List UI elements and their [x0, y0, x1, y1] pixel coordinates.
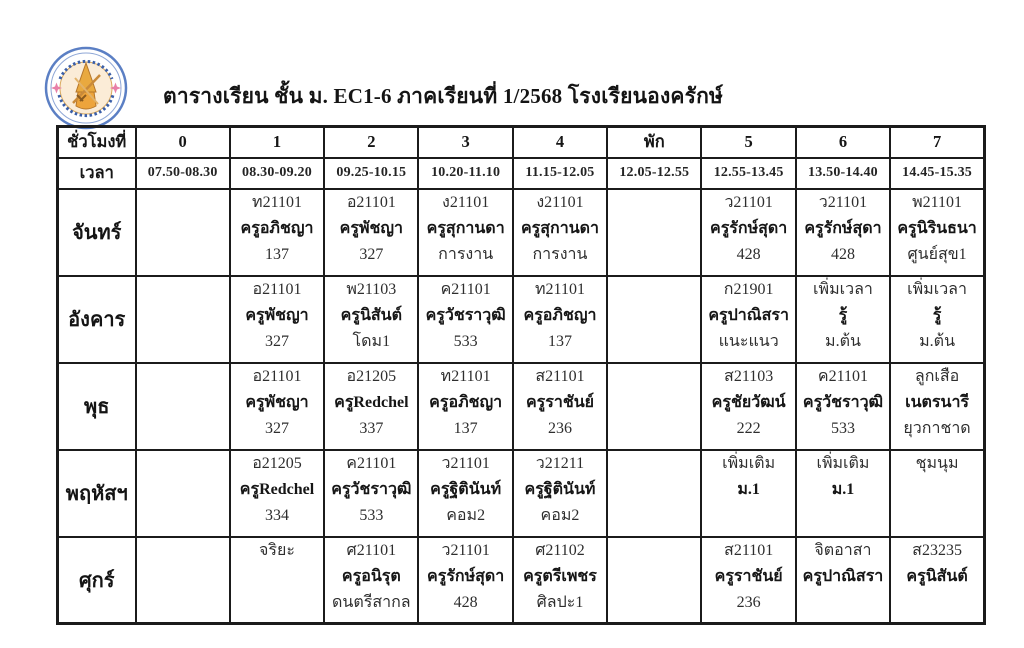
- room: 137: [547, 332, 572, 350]
- subject-code: อ21101: [346, 193, 396, 211]
- activity-line: ยุวกาชาด: [903, 419, 971, 437]
- day-label: อังคาร: [58, 276, 136, 363]
- subject-code: ท21101: [252, 193, 302, 211]
- teacher-name: ครูรักษ์สุดา: [804, 219, 882, 237]
- subject-code: ค21101: [346, 454, 397, 472]
- period-number: 4: [513, 127, 607, 158]
- teacher-name: ครูวัชราวุฒิ: [425, 306, 506, 324]
- room: 337: [359, 419, 384, 437]
- subject-code: พ21101: [912, 193, 963, 211]
- room: คอม2: [540, 506, 580, 524]
- time-row: [58, 158, 985, 189]
- break-cell: [607, 189, 701, 276]
- activity-line: รู้: [932, 306, 942, 324]
- room: การงาน: [532, 245, 588, 263]
- teacher-name: ครูพัชญา: [245, 393, 309, 411]
- room: 533: [359, 506, 384, 524]
- day-row-tuesday: [58, 276, 985, 363]
- schedule-cell: [513, 363, 607, 450]
- subject-code: พ21103: [346, 280, 397, 298]
- activity-line: เพิ่มเติม: [816, 454, 870, 472]
- schedule-cell: [324, 363, 418, 450]
- break-cell: [607, 363, 701, 450]
- schedule-cell: [701, 276, 795, 363]
- period-number: 0: [136, 127, 230, 158]
- teacher-name: ครูอนิรุต: [341, 567, 401, 585]
- schedule-cell: [513, 189, 607, 276]
- schedule-cell: [796, 363, 890, 450]
- room: 327: [359, 245, 384, 263]
- schedule-cell-empty: [136, 276, 230, 363]
- subject-code: ง21101: [442, 193, 490, 211]
- schedule-cell: [890, 276, 984, 363]
- subject-code: ว21101: [441, 454, 490, 472]
- teacher-name: ครูรักษ์สุดา: [427, 567, 505, 585]
- teacher-name: ครูRedchel: [239, 480, 315, 498]
- school-emblem-icon: [44, 46, 128, 130]
- time-range: 10.20-11.10: [418, 158, 512, 189]
- time-range: 13.50-14.40: [796, 158, 890, 189]
- time-range: 08.30-09.20: [230, 158, 324, 189]
- activity-line: จิตอาสา: [814, 541, 872, 559]
- teacher-name: ครูรักษ์สุดา: [710, 219, 788, 237]
- room: ศิลปะ1: [536, 593, 584, 611]
- day-row-monday: [58, 189, 985, 276]
- schedule-cell: [890, 363, 984, 450]
- teacher-name: ครูปาณิสรา: [802, 567, 884, 585]
- subject-code: ส21101: [724, 541, 774, 559]
- activity-line: เพิ่มเวลา: [907, 280, 967, 298]
- time-range: 11.15-12.05: [513, 158, 607, 189]
- activity-line: รู้: [838, 306, 848, 324]
- schedule-cell-empty: [136, 363, 230, 450]
- day-label: จันทร์: [58, 189, 136, 276]
- schedule-cell: [418, 537, 512, 624]
- activity-line: เนตรนารี: [905, 393, 970, 411]
- room: 137: [264, 245, 289, 263]
- schedule-cell: [513, 276, 607, 363]
- activity-line: ลูกเสือ: [914, 367, 960, 385]
- teacher-name: ครูสุกานดา: [426, 219, 505, 237]
- room: 236: [736, 593, 761, 611]
- activity-line: เพิ่มเติม: [722, 454, 776, 472]
- break-header: พัก: [607, 127, 701, 158]
- period-number: 6: [796, 127, 890, 158]
- teacher-name: ครูปาณิสรา: [708, 306, 789, 324]
- subject-code: ว21101: [818, 193, 868, 211]
- period-number: 7: [890, 127, 984, 158]
- schedule-cell: [513, 450, 607, 537]
- schedule-cell: [324, 276, 418, 363]
- period-header-label: ชั่วโมงที่: [58, 127, 136, 158]
- subject-code: ศ21101: [346, 541, 397, 559]
- subject-code: ค21101: [440, 280, 491, 298]
- room: โดม1: [352, 332, 391, 350]
- day-row-wednesday: [58, 363, 985, 450]
- timetable: [56, 125, 986, 625]
- teacher-name: ครูฐิตินันท์: [430, 480, 502, 498]
- schedule-cell-empty: [136, 189, 230, 276]
- teacher-name: ครูตรีเพชร: [523, 567, 597, 585]
- teacher-name: ครูวัชราวุฒิ: [331, 480, 412, 498]
- schedule-cell: [796, 189, 890, 276]
- schedule-cell: [701, 450, 795, 537]
- teacher-name: ครูนิสันต์: [906, 567, 968, 585]
- teacher-name: ครูราชันย์: [714, 567, 783, 585]
- room: คอม2: [446, 506, 486, 524]
- activity-line: ชุมนุม: [915, 454, 959, 472]
- teacher-name: ครูสุกานดา: [520, 219, 599, 237]
- schedule-cell: [796, 537, 890, 624]
- room: 533: [453, 332, 478, 350]
- room: 533: [830, 419, 855, 437]
- teacher-name: ครูRedchel: [334, 393, 409, 411]
- break-cell: [607, 276, 701, 363]
- schedule-cell: [324, 189, 418, 276]
- time-row-label: เวลา: [58, 158, 136, 189]
- schedule-cell: [890, 450, 984, 537]
- subject-code: อ21205: [252, 454, 302, 472]
- schedule-cell: [796, 450, 890, 537]
- subject-code: ว21211: [535, 454, 585, 472]
- teacher-name: ครูพัชญา: [245, 306, 309, 324]
- period-number: 1: [230, 127, 324, 158]
- day-label: พุธ: [58, 363, 136, 450]
- schedule-cell: [796, 276, 890, 363]
- schedule-cell: [513, 537, 607, 624]
- teacher-name: ครูนิรินธนา: [897, 219, 977, 237]
- period-number: 5: [701, 127, 795, 158]
- day-label: ศุกร์: [58, 537, 136, 624]
- schedule-cell: [324, 450, 418, 537]
- schedule-cell: [701, 363, 795, 450]
- teacher-name: ครูวัชราวุฒิ: [802, 393, 884, 411]
- subject-code: ค21101: [817, 367, 869, 385]
- teacher-name: ครูอภิชญา: [240, 219, 314, 237]
- schedule-cell: [230, 363, 324, 450]
- break-cell: [607, 537, 701, 624]
- activity-line: จริยะ: [259, 541, 295, 559]
- period-number: 3: [418, 127, 512, 158]
- room: 334: [264, 506, 289, 524]
- schedule-cell: [418, 363, 512, 450]
- schedule-cell: [418, 450, 512, 537]
- schedule-cell: [230, 537, 324, 624]
- schedule-cell: [701, 189, 795, 276]
- room: 327: [264, 332, 289, 350]
- period-header-row: [58, 127, 985, 158]
- schedule-cell: [324, 537, 418, 624]
- subject-code: ท21101: [440, 367, 491, 385]
- room: 428: [736, 245, 761, 263]
- subject-code: อ21101: [252, 280, 302, 298]
- subject-code: ท21101: [535, 280, 585, 298]
- teacher-name: ครูฐิตินันท์: [524, 480, 596, 498]
- subject-code: ว21101: [724, 193, 773, 211]
- room: ศูนย์สุข1: [907, 245, 967, 263]
- page-title: ตารางเรียน ชั้น ม. EC1-6 ภาคเรียนที่ 1/2568 โรงเรียนองครักษ์: [163, 84, 724, 108]
- room: 327: [264, 419, 289, 437]
- teacher-name: ครูอภิชญา: [429, 393, 503, 411]
- room: 428: [453, 593, 478, 611]
- day-label: พฤหัสฯ: [58, 450, 136, 537]
- period-number: 2: [324, 127, 418, 158]
- room: 137: [453, 419, 478, 437]
- schedule-cell: [701, 537, 795, 624]
- schedule-cell: [230, 189, 324, 276]
- schedule-cell: [418, 189, 512, 276]
- subject-code: ส23235: [912, 541, 962, 559]
- subject-code: ง21101: [536, 193, 584, 211]
- teacher-name: ครูอภิชญา: [523, 306, 597, 324]
- subject-code: ว21101: [441, 541, 490, 559]
- room: การงาน: [438, 245, 494, 263]
- subject-code: ส21103: [724, 367, 774, 385]
- subject-code: อ21101: [252, 367, 302, 385]
- schedule-cell-empty: [136, 450, 230, 537]
- schedule-cell: [890, 537, 984, 624]
- activity-line: ม.1: [831, 480, 855, 498]
- time-range: 14.45-15.35: [890, 158, 984, 189]
- day-row-friday: [58, 537, 985, 624]
- schedule-cell-empty: [136, 537, 230, 624]
- teacher-name: ครูพัชญา: [339, 219, 403, 237]
- schedule-cell: [890, 189, 984, 276]
- schedule-cell: [230, 276, 324, 363]
- room: ดนตรีสากล: [332, 593, 411, 611]
- activity-line: ม.ต้น: [919, 332, 955, 350]
- schedule-cell: [418, 276, 512, 363]
- time-range: 12.05-12.55: [607, 158, 701, 189]
- break-cell: [607, 450, 701, 537]
- day-row-thursday: [58, 450, 985, 537]
- subject-code: ส21101: [535, 367, 585, 385]
- teacher-name: ครูนิสันต์: [340, 306, 402, 324]
- activity-line: ม.1: [737, 480, 760, 498]
- activity-line: ม.ต้น: [825, 332, 861, 350]
- subject-code: อ21205: [346, 367, 397, 385]
- time-range: 09.25-10.15: [324, 158, 418, 189]
- room: 428: [830, 245, 855, 263]
- time-range: 07.50-08.30: [136, 158, 230, 189]
- time-range: 12.55-13.45: [701, 158, 795, 189]
- teacher-name: ครูราชันย์: [525, 393, 594, 411]
- room: 236: [547, 419, 572, 437]
- subject-code: ศ21102: [535, 541, 585, 559]
- schedule-cell: [230, 450, 324, 537]
- room: แนะแนว: [718, 332, 779, 350]
- subject-code: ก21901: [723, 280, 774, 298]
- room: 222: [736, 419, 761, 437]
- activity-line: เพิ่มเวลา: [813, 280, 873, 298]
- teacher-name: ครูชัยวัฒน์: [711, 393, 786, 411]
